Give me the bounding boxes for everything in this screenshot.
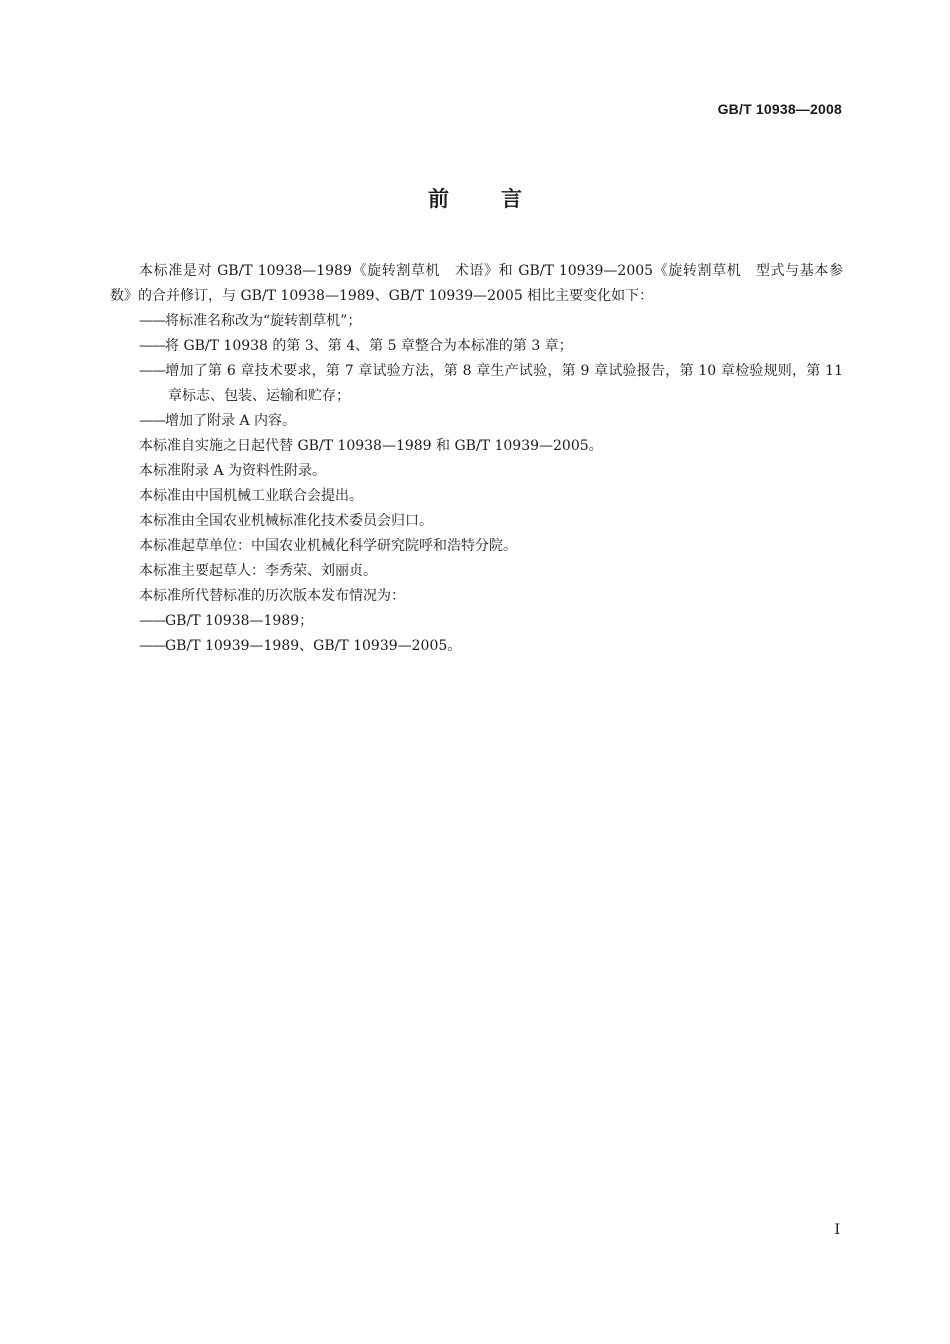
page-title	[0, 183, 950, 213]
proposed-by-paragraph: 本标准由中国机械工业联合会提出。	[139, 488, 363, 504]
standard-number: GB/T 10938—2008	[717, 101, 842, 117]
history-item-1: —— GB/T 10938—1989；	[110, 609, 843, 634]
replaces-paragraph: 本标准自实施之日起代替 GB/T 10938—1989 和 GB/T 10939—2005。	[139, 438, 603, 454]
drafting-unit-paragraph: 本标准起草单位：中国农业机械化科学研究院呼和浩特分院。	[139, 538, 517, 554]
change-item-3: —— 增加了第 6 章技术要求，第 7 章试验方法，第 8 章生产试验，第 9 章试验报告，第 10 章检验规则，第 11 章标志、包装、运输和贮存；	[110, 359, 843, 409]
managed-by-paragraph: 本标准由全国农业机械标准化技术委员会归口。	[139, 513, 433, 529]
change-item-2: —— 将 GB/T 10938 的第 3、第 4、第 5 章整合为本标准的第 3 章；	[110, 334, 843, 359]
title-char-1: 前	[428, 187, 449, 211]
drafters-paragraph: 本标准主要起草人：李秀荣、刘丽贞。	[139, 563, 377, 579]
change-item-1: —— 将标准名称改为“旋转割草机”；	[110, 309, 843, 334]
change-item-4: —— 增加了附录 A 内容。	[110, 409, 843, 434]
intro-paragraph: 本标准是对 GB/T 10938—1989《旋转割草机 术语》和 GB/T 10939—2005《旋转割草机 型式与基本参数》的合并修订，与 GB/T 10938—1989、GB/T 10939—2005 相比主要变化如下：	[110, 263, 843, 304]
appendix-paragraph: 本标准附录 A 为资料性附录。	[139, 463, 327, 479]
title-char-2: 言	[501, 187, 522, 211]
foreword-body	[110, 259, 843, 659]
page-number: I	[834, 1222, 840, 1238]
history-intro-paragraph: 本标准所代替标准的历次版本发布情况为：	[139, 588, 405, 604]
history-item-2: —— GB/T 10939—1989、GB/T 10939—2005。	[110, 634, 843, 659]
